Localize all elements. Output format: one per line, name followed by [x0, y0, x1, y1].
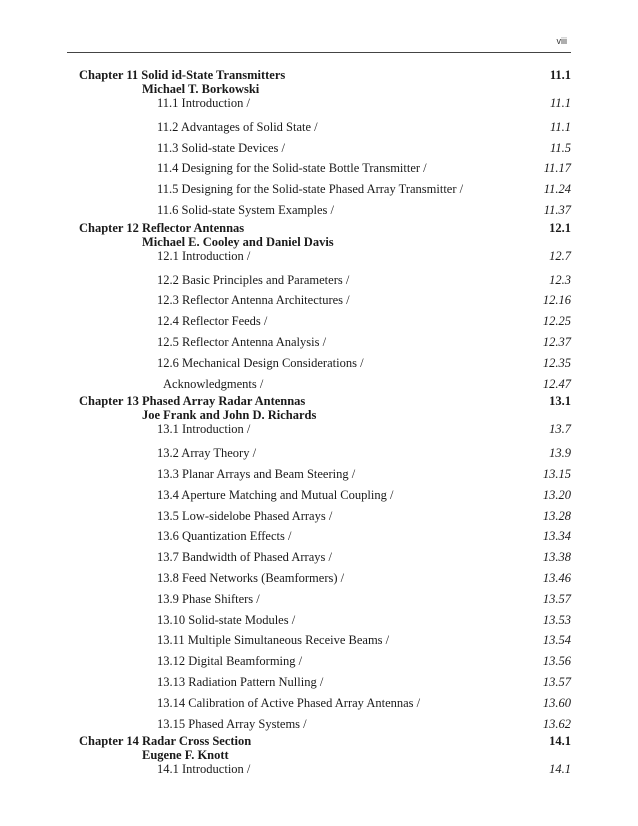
- toc-entry[interactable]: [79, 96, 571, 110]
- chapter-section: [79, 734, 571, 776]
- chapter-heading: [79, 734, 571, 748]
- entry-page: 12.47: [542, 376, 571, 391]
- entry-label: 11.1 Introduction /: [157, 96, 250, 110]
- toc-entry[interactable]: [79, 179, 571, 200]
- entry-label: 13.9 Phase Shifters /: [157, 591, 260, 606]
- entry-page: 13.7: [549, 422, 571, 437]
- chapter-page: 13.1: [549, 394, 571, 409]
- toc-entry[interactable]: [79, 672, 571, 693]
- toc-entry[interactable]: [79, 200, 571, 221]
- entry-label: 13.5 Low-sidelobe Phased Arrays /: [157, 508, 333, 523]
- entry-label: 13.10 Solid-state Modules /: [157, 612, 296, 627]
- entry-page: 13.60: [542, 695, 571, 710]
- toc-entry[interactable]: [79, 290, 571, 311]
- toc-entry[interactable]: [79, 568, 571, 589]
- entry-label: 12.6 Mechanical Design Considerations /: [157, 355, 364, 370]
- chapter-title: Chapter 14 Radar Cross Section: [79, 734, 252, 749]
- entry-label: Acknowledgments /: [163, 376, 264, 391]
- chapter-section: [79, 394, 571, 734]
- toc-entry[interactable]: [79, 332, 571, 353]
- entry-page: 13.28: [542, 508, 571, 523]
- entry-label: 11.5 Designing for the Solid-state Phased Array Transmitter /: [157, 182, 464, 197]
- toc-entry[interactable]: [79, 762, 571, 776]
- entry-label: 11.3 Solid-state Devices /: [157, 140, 285, 155]
- entry-page: 14.1: [549, 762, 571, 777]
- toc-entry[interactable]: [79, 353, 571, 374]
- entry-page: 11.5: [550, 140, 571, 155]
- entry-page: 12.3: [549, 272, 571, 287]
- entry-page: 13.38: [542, 550, 571, 565]
- entry-label: 13.7 Bandwidth of Phased Arrays /: [157, 550, 332, 565]
- toc-entry[interactable]: [79, 117, 571, 138]
- chapter-section: [79, 221, 571, 395]
- entry-label: 13.6 Quantization Effects /: [157, 529, 292, 544]
- toc-entry[interactable]: [79, 526, 571, 547]
- entry-page: 11.17: [543, 161, 571, 176]
- table-of-contents: [79, 68, 571, 783]
- entry-label: 13.14 Calibration of Active Phased Array Antennas /: [157, 695, 421, 710]
- chapter-page: 14.1: [549, 734, 571, 749]
- chapter-title: Chapter 11 Solid id-State Transmitters: [79, 68, 286, 82]
- entry-label: 12.3 Reflector Antenna Architectures /: [157, 293, 350, 308]
- toc-entry[interactable]: [79, 485, 571, 506]
- entry-page: 13.53: [542, 612, 571, 627]
- entry-label: 13.2 Array Theory /: [157, 446, 257, 461]
- entry-label: 12.5 Reflector Antenna Analysis /: [157, 334, 327, 349]
- entry-page: 13.20: [542, 487, 571, 502]
- toc-entry[interactable]: [79, 270, 571, 291]
- chapter-title: Chapter 13 Phased Array Radar Antennas: [79, 394, 306, 409]
- toc-entry[interactable]: [79, 138, 571, 159]
- chapter-authors: Joe Frank and John D. Richards: [142, 408, 317, 423]
- entry-page: 12.35: [542, 355, 571, 370]
- chapter-title: Chapter 12 Reflector Antennas: [79, 220, 245, 235]
- toc-entry[interactable]: [79, 464, 571, 485]
- chapter-page: 12.1: [549, 220, 571, 235]
- entry-page: 13.15: [542, 466, 571, 481]
- entry-label: 12.4 Reflector Feeds /: [157, 314, 268, 329]
- entry-page: 13.62: [542, 716, 571, 731]
- toc-entry[interactable]: [79, 630, 571, 651]
- entry-label: 11.4 Designing for the Solid-state Bottle Transmitter /: [157, 161, 427, 176]
- toc-entry[interactable]: [79, 651, 571, 672]
- entry-page: 12.7: [549, 248, 571, 263]
- entry-page: 13.57: [542, 591, 571, 606]
- header-rule: [67, 52, 571, 53]
- chapter-authors: Eugene F. Knott: [142, 748, 229, 763]
- toc-entry[interactable]: [79, 249, 571, 263]
- chapter-heading: [79, 68, 571, 82]
- entry-page: 13.9: [549, 446, 571, 461]
- entry-label: 13.4 Aperture Matching and Mutual Coupling /: [157, 487, 394, 502]
- entry-label: 13.3 Planar Arrays and Beam Steering /: [157, 466, 356, 481]
- chapter-section: [79, 68, 571, 221]
- toc-entry[interactable]: [79, 547, 571, 568]
- entry-page: 13.34: [542, 529, 571, 544]
- toc-entry[interactable]: [79, 693, 571, 714]
- chapter-heading: [79, 394, 571, 408]
- toc-entry[interactable]: [79, 422, 571, 436]
- entry-page: 11.24: [543, 182, 571, 197]
- entry-label: 13.15 Phased Array Systems /: [157, 716, 307, 731]
- chapter-page: 11.1: [549, 68, 571, 82]
- toc-entry[interactable]: [79, 714, 571, 735]
- entry-label: 13.13 Radiation Pattern Nulling /: [157, 674, 324, 689]
- entry-label: 11.2 Advantages of Solid State /: [157, 119, 318, 134]
- entry-page: 12.16: [542, 293, 571, 308]
- entry-label: 13.12 Digital Beamforming /: [157, 654, 303, 669]
- entry-page: 11.37: [543, 202, 571, 217]
- entry-page: 13.57: [542, 674, 571, 689]
- toc-entry[interactable]: [79, 443, 571, 464]
- toc-entry[interactable]: [79, 158, 571, 179]
- chapter-authors: Michael E. Cooley and Daniel Davis: [142, 234, 334, 249]
- entry-page: 12.37: [542, 334, 571, 349]
- entry-label: 13.11 Multiple Simultaneous Receive Beams /: [157, 633, 390, 648]
- entry-page: 12.25: [542, 314, 571, 329]
- entry-label: 14.1 Introduction /: [157, 762, 251, 777]
- toc-entry[interactable]: [79, 506, 571, 527]
- entry-label: 13.8 Feed Networks (Beamformers) /: [157, 570, 345, 585]
- entry-page: 13.46: [542, 570, 571, 585]
- chapter-authors: Michael T. Borkowski: [142, 82, 260, 96]
- entry-page: 13.56: [542, 654, 571, 669]
- toc-entry[interactable]: [79, 311, 571, 332]
- toc-entry[interactable]: [79, 589, 571, 610]
- entry-page: 13.54: [542, 633, 571, 648]
- entry-label: 12.1 Introduction /: [157, 248, 251, 263]
- entry-page: 11.1: [550, 119, 571, 134]
- entry-label: 12.2 Basic Principles and Parameters /: [157, 272, 350, 287]
- toc-entry[interactable]: [79, 610, 571, 631]
- page-number: viii: [556, 36, 567, 46]
- toc-entry[interactable]: [79, 374, 571, 395]
- entry-label: 13.1 Introduction /: [157, 422, 251, 437]
- entry-page: 11.1: [550, 96, 571, 110]
- entry-label: 11.6 Solid-state System Examples /: [157, 202, 334, 217]
- chapter-heading: [79, 221, 571, 235]
